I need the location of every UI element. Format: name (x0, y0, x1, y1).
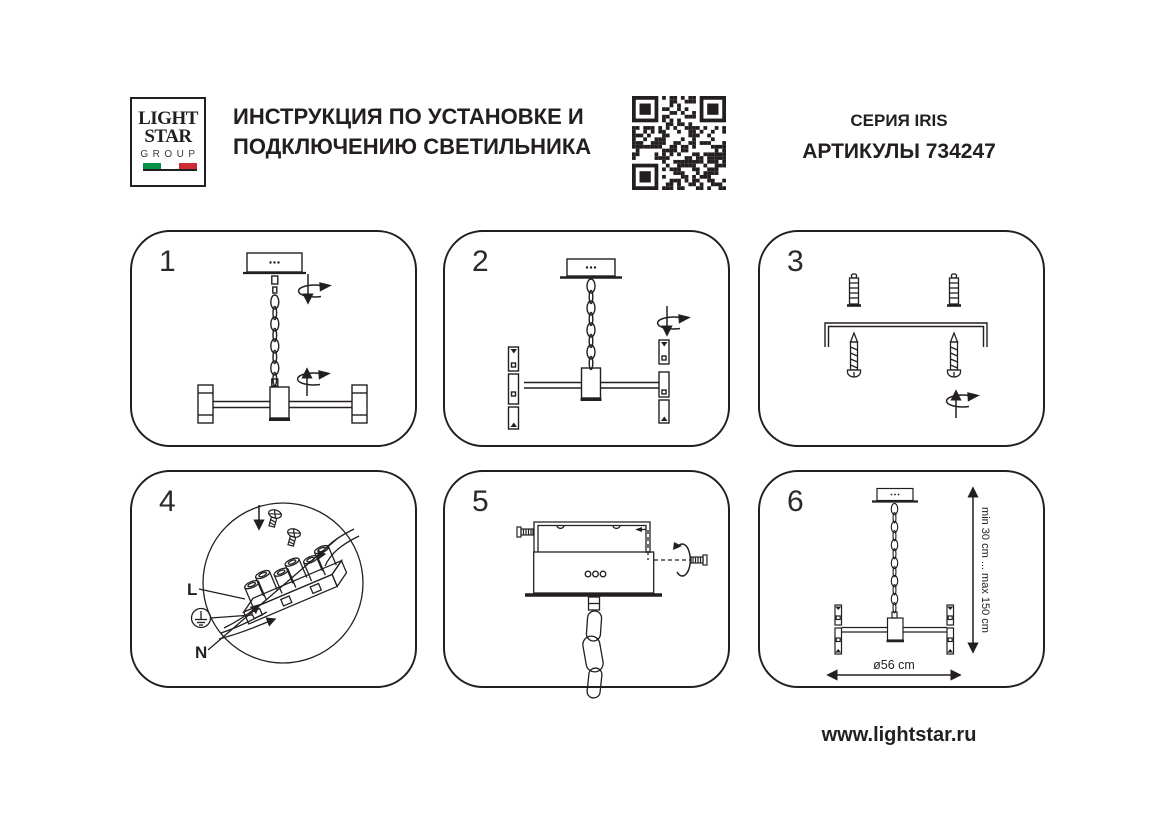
step-6-panel (758, 470, 1045, 688)
step-number: 4 (159, 485, 176, 518)
step-6-diagram (760, 472, 1047, 690)
label-line: L (187, 580, 198, 599)
lightstar-logo (130, 97, 206, 187)
screw-icon (948, 333, 961, 377)
canopy-dots-icon (269, 261, 279, 263)
chain-icon (587, 279, 595, 370)
step-3-panel (758, 230, 1045, 447)
article-number: АРТИКУЛЫ 734247 (802, 140, 996, 163)
rotate-down-icon (658, 306, 689, 335)
step-2-panel (443, 230, 730, 447)
step-1-panel (130, 230, 417, 447)
chain-icon (582, 611, 605, 699)
logo-light: LIGHT (138, 108, 198, 129)
title-line-1: ИНСТРУКЦИЯ ПО УСТАНОВКЕ И (233, 104, 584, 129)
step-2-diagram (445, 232, 732, 449)
wall-plug-icon (847, 274, 861, 306)
step-4-diagram (132, 472, 419, 690)
step-3-diagram (760, 232, 1047, 449)
rotate-down-icon (299, 274, 330, 303)
step-5-panel (443, 470, 730, 688)
height-range-label: min 30 cm ... max 150 cm (979, 507, 991, 633)
logo-group: GROUP (140, 149, 200, 160)
terminal-screw-icon (265, 508, 282, 528)
terminal-screw-icon (284, 527, 301, 547)
page-title (233, 102, 591, 162)
chain-icon (271, 295, 279, 386)
step-number: 2 (472, 245, 489, 278)
rotate-up-icon (947, 391, 978, 418)
series-label: СЕРИЯ IRIS (850, 111, 948, 130)
ground-icon (192, 609, 211, 628)
label-neutral: N (195, 643, 208, 662)
logo-star: STAR (144, 126, 192, 147)
step-4-panel (130, 470, 417, 688)
step-number: 1 (159, 245, 176, 278)
chain-icon (891, 503, 897, 613)
screw-icon (517, 527, 533, 537)
website-url: www.lightstar.ru (821, 724, 977, 746)
rotate-up-icon (298, 369, 329, 396)
italy-flag-icon (143, 163, 197, 171)
canopy-dots-icon (586, 266, 596, 268)
title-line-2: ПОДКЛЮЧЕНИЮ СВЕТИЛЬНИКА (233, 134, 592, 159)
step-1-diagram (132, 232, 419, 449)
mounting-bracket (534, 522, 650, 553)
step-number: 5 (472, 485, 489, 518)
screw-icon (848, 333, 861, 377)
step-number: 6 (787, 485, 804, 518)
diameter-label: ø56 cm (873, 658, 915, 672)
wall-plug-icon (947, 274, 961, 306)
canopy-dots-icon (891, 494, 900, 496)
screw-icon (691, 555, 707, 565)
step-5-diagram (445, 472, 732, 690)
step-number: 3 (787, 245, 804, 278)
qr-code-icon (632, 96, 726, 190)
